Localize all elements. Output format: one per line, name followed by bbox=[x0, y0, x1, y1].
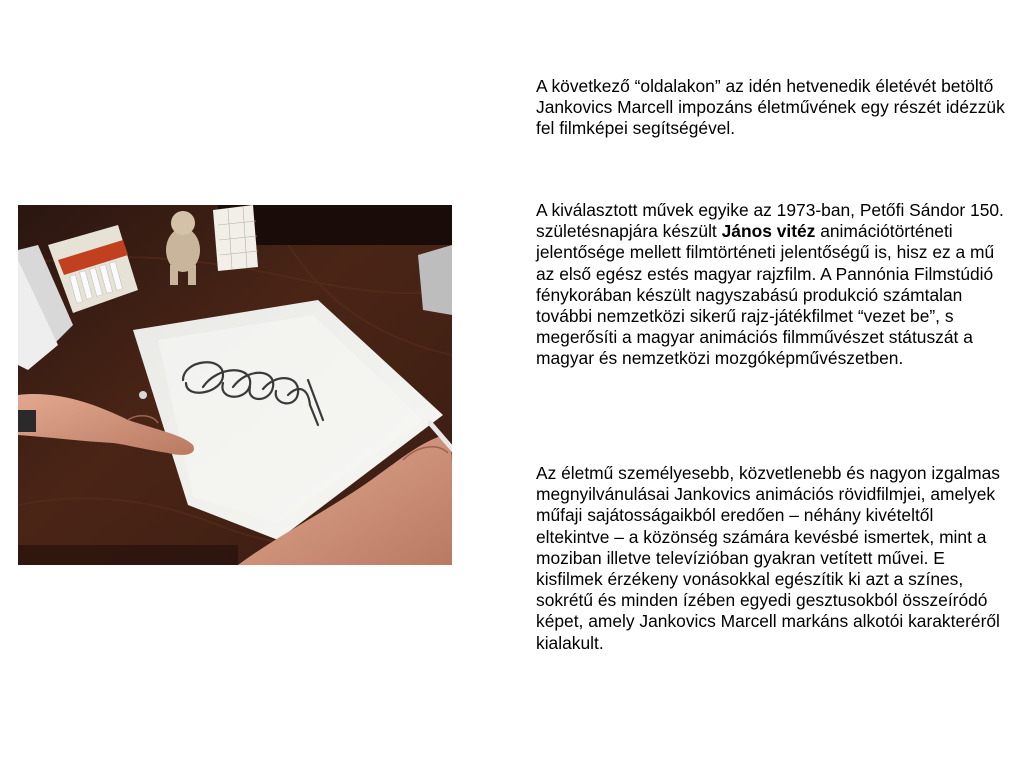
janos-vitez-paragraph-text-before: A kiválasztott művek egyike az 1973-ban, Petőfi Sándor 150. születésnapjára készült bbox=[536, 200, 1004, 242]
film-still-photo bbox=[18, 205, 452, 565]
short-films-paragraph bbox=[536, 463, 1008, 654]
short-films-paragraph-text: Az életmű személyesebb, közvetlenebb és nagyon izgalmas megnyilvánulásai Jankovics animációs rövidfilmjei, amelyek műfaji sajátosságaikból eredően – néhány kivételtől eltekintve – a közönség számára kevésbé ismertek, mint a moziban illetve televízióban gyakran vetített művei. E kisfilmek érzékeny vonásokkal egészítik ki azt a színes, sokrétű és minden ízében egyedi gesztusokból összeíródó képet, amely Jankovics Marcell markáns alkotói karakteréről kialakult. bbox=[536, 463, 1001, 653]
janos-vitez-paragraph bbox=[536, 200, 1008, 370]
intro-paragraph-text: A következő “oldalakon” az idén hetvenedik életévét betöltő Jankovics Marcell impozáns életművének egy részét idézzük fel filmképei segítségével. bbox=[536, 76, 1005, 139]
janos-vitez-title: János vitéz bbox=[721, 221, 816, 242]
intro-paragraph bbox=[536, 76, 1008, 140]
janos-vitez-paragraph-text-after: animációtörténeti jelentősége mellett filmtörténeti jelentőségű is, hisz ez a mű az első egész estés magyar rajzfilm. A Pannónia Filmstúdió fénykorában készült nagyszabású produkció számtalan további nemzetközi sikerű rajz-játékfilmet “vezet be”, s megerősíti a magyar animációs filmművészet státuszát a magyar és nemzetközi mozgóképművészetben. bbox=[536, 221, 995, 369]
